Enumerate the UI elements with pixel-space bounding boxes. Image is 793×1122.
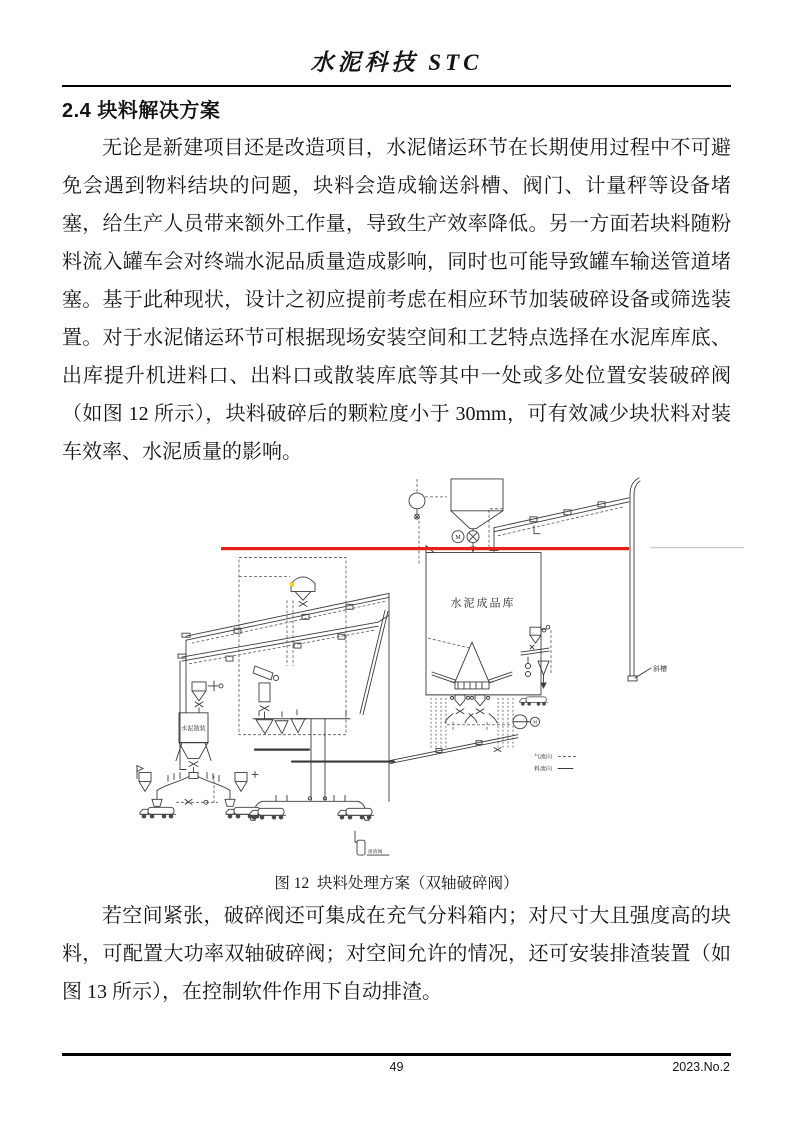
page-content [62,0,731,1011]
truck-icon [250,808,286,819]
dashed-pipework [176,477,624,802]
section-heading: 2.4 块料解决方案 [62,100,221,122]
upper-air-slide [490,498,629,553]
issue-number: 2023.No.2 [672,1060,730,1074]
header-rule [62,85,731,87]
motor-label: M [455,535,461,542]
motor-label: M [532,719,538,725]
loading-distributor [137,766,258,807]
page-footer [62,1053,731,1086]
crusher-feed-assembly [253,666,394,800]
drain-valve-label: 排渣阀 [367,850,383,856]
silo-aeration-hatching [431,698,513,750]
bulk-bin-label: 水泥散装 [181,725,206,733]
truck-icon [338,808,374,819]
journal-title: 水泥科技 STC [310,50,483,75]
sampler-column [521,625,550,687]
silo-label: 水泥成品库 [450,597,516,610]
legend-material-flow-label: 料流向 [534,766,552,773]
dust-collector-bin [291,577,315,606]
paragraph-1: 无论是新建项目还是改造项目，水泥储运环节在长期使用过程中不可避免会遇到物料结块的问题，块料会造成输送斜槽、阀门、计量秤等设备堵塞，给生产人员带来额外工作量，导致生产效率降低。另一方面若块料随粉料流入罐车会对终端水泥品质量造成影响，同时也可能导致罐车输送管道堵塞。基于此种现状，设计之初应提前考虑在相应环节加装破碎设备或筛选装置。对于水泥储运环节可根据现场安装空间和工艺特点选择在水泥库库底、出库提升机进料口、出料口或散装库底等其中一处或多处位置安装破碎阀（如图 12 所示），块料破碎后的颗粒度小于 30mm，可有效减少块状料对装车效率、水泥质量的影响。 [62,137,731,463]
cement-silo-shape [426,546,541,695]
page-number: 49 [389,1060,404,1074]
silo-discharge-units [445,695,497,723]
highlight-mark [290,582,294,586]
figure-12 [62,471,731,893]
paragraph-2: 若空间紧张，破碎阀还可集成在充气分料箱内；对尺寸大且强度高的块料，可配置大功率双轴破碎阀；对空间允许的情况，还可安装排渣装置（如图 13 所示），在控制软件作用下自动排渣。 [62,905,731,1003]
right-loading-station [249,795,371,820]
chute-label: 斜槽 [652,665,667,673]
truck-icon [520,697,548,706]
lower-air-slide [390,735,518,764]
pressure-gauge-icon [409,493,425,519]
figure-caption: 图 12 块料处理方案（双轴破碎阀） [274,875,519,892]
process-diagram [106,471,746,869]
bucket-elevator [628,478,651,681]
left-air-slides [178,593,389,801]
truck-icon [140,807,176,818]
legend-air-flow-label: 气流向 [534,754,552,761]
